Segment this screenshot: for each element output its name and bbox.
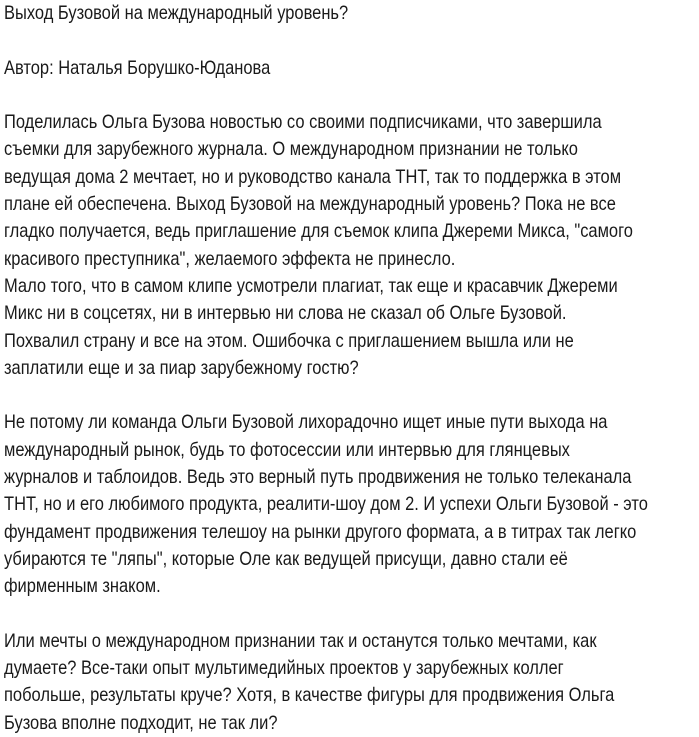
spacer [4, 601, 697, 628]
text-line: съемки для зарубежного журнала. О международном признании не только [4, 138, 578, 161]
text-line: Мало того, что в самом клипе усмотрели плагиат, так еще и красавчик Джереми [4, 274, 618, 297]
spacer [4, 382, 697, 409]
text-line: убираются те "ляпы", которые Оле как ведущей присущи, давно стали её [4, 547, 568, 570]
text-line: побольше, результаты круче? Хотя, в качестве фигуры для продвижения Ольга [4, 684, 615, 707]
article-author: Автор: Наталья Борушко-Юданова [4, 56, 271, 79]
paragraph-3 [4, 628, 697, 737]
text-line: плане ей обеспечена. Выход Бузовой на международный уровень? Пока не все [4, 193, 616, 216]
text-line: ТНТ, но и его любимого продукта, реалити-шоу дом 2. И успехи Ольги Бузовой - это [4, 493, 648, 516]
text-line: Похвалил страну и все на этом. Ошибочка с приглашением вышла или не [4, 329, 574, 352]
text-line: фундамент продвижения телешоу на рынки другого формата, а в титрах так легко [4, 520, 637, 543]
text-line: гладко получается, ведь приглашение для съемок клипа Джереми Микса, "самого [4, 220, 633, 243]
text-line: Или мечты о международном признании так и останутся только мечтами, как [4, 629, 597, 652]
text-line: ведущая дома 2 мечтает, но и руководство канала ТНТ, так то поддержка в этом [4, 165, 622, 188]
text-line: Бузова вполне подходит, не так ли? [4, 711, 278, 734]
article [4, 0, 697, 737]
spacer [4, 82, 697, 109]
text-line: международный рынок, будь то фотосессии или интервью для глянцевых [4, 438, 570, 461]
paragraph-1 [4, 109, 697, 382]
text-line: заплатили еще и за пиар зарубежному гостю? [4, 356, 359, 379]
paragraph-2 [4, 409, 697, 600]
text-line: журналов и таблоидов. Ведь это верный путь продвижения не только телеканала [4, 466, 632, 489]
text-line: Поделилась Ольга Бузова новостью со своими подписчиками, что завершила [4, 111, 602, 134]
spacer [4, 27, 697, 54]
text-line: красивого преступника", желаемого эффекта не принесло. [4, 247, 456, 270]
text-line: думаете? Все-таки опыт мультимедийных проектов у зарубежных коллег [4, 657, 564, 680]
text-line: Микс ни в соцсетях, ни в интервью ни слова не сказал об Ольге Бузовой. [4, 302, 567, 325]
article-title: Выход Бузовой на международный уровень? [4, 2, 349, 24]
text-line: Не потому ли команда Ольги Бузовой лихорадочно ищет иные пути выхода на [4, 411, 608, 434]
text-line: фирменным знаком. [4, 575, 161, 598]
